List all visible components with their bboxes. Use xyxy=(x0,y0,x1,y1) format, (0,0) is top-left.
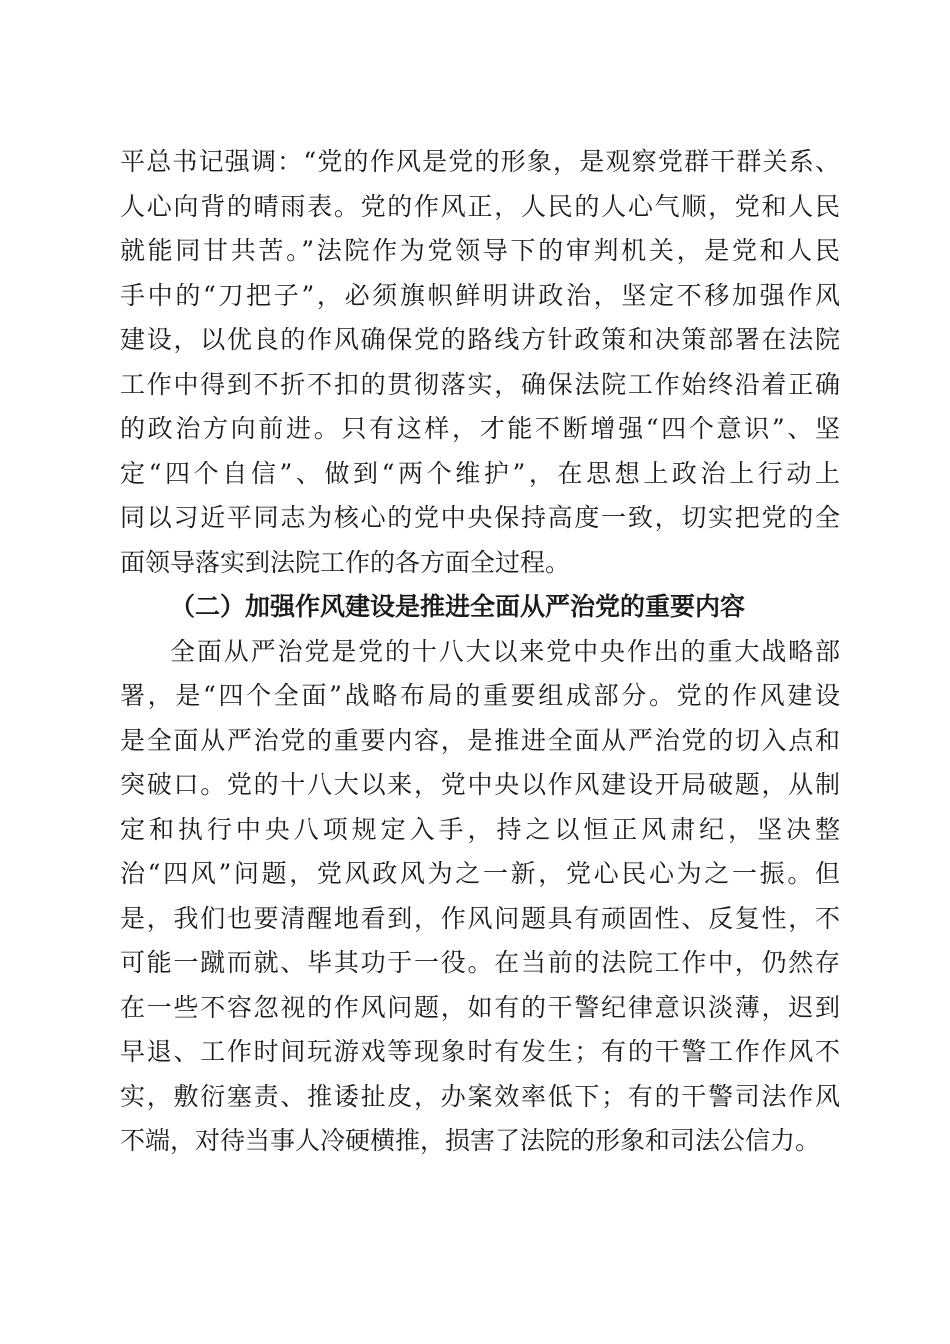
paragraph-2-line: 早退、工作时间玩游戏等现象时有发生；有的干警工作作风不 xyxy=(120,1037,840,1066)
paragraph-2-line: 可能一蹴而就、毕其功于一役。在当前的法院工作中，仍然存 xyxy=(120,948,840,977)
paragraph-2-line: 署，是“四个全面”战略布局的重要组成部分。党的作风建设 xyxy=(120,681,840,710)
paragraph-1-line: 人心向背的晴雨表。党的作风正，人民的人心气顺，党和人民 xyxy=(120,192,840,221)
paragraph-2-line: 是全面从严治党的重要内容，是推进全面从严治党的切入点和 xyxy=(120,726,840,755)
section-heading: （二）加强作风建设是推进全面从严治党的重要内容 xyxy=(170,592,746,621)
paragraph-1-line: 工作中得到不折不扣的贯彻落实，确保法院工作始终沿着正确 xyxy=(120,370,840,399)
paragraph-1-line: 定“四个自信”、做到“两个维护”，在思想上政治上行动上 xyxy=(120,459,840,488)
paragraph-2-line: 实，敷衍塞责、推诿扯皮，办案效率低下；有的干警司法作风 xyxy=(120,1082,840,1111)
paragraph-1-line: 面领导落实到法院工作的各方面全过程。 xyxy=(120,548,571,577)
paragraph-1-line: 同以习近平同志为核心的党中央保持高度一致，切实把党的全 xyxy=(120,503,840,532)
paragraph-2-line: 治“四风”问题，党风政风为之一新，党心民心为之一振。但 xyxy=(120,859,840,888)
paragraph-1-line: 就能同甘共苦。”法院作为党领导下的审判机关，是党和人民 xyxy=(120,236,840,265)
paragraph-1-line: 建设，以优良的作风确保党的路线方针政策和决策部署在法院 xyxy=(120,325,840,354)
paragraph-2-line: 定和执行中央八项规定入手，持之以恒正风肃纪，坚决整 xyxy=(120,815,840,844)
paragraph-1-line: 手中的“刀把子”，必须旗帜鲜明讲政治，坚定不移加强作风 xyxy=(120,281,840,310)
paragraph-2-line: 全面从严治党是党的十八大以来党中央作出的重大战略部 xyxy=(170,637,840,666)
paragraph-1-line: 的政治方向前进。只有这样，才能不断增强“四个意识”、坚 xyxy=(120,414,840,443)
paragraph-1-line: 平总书记强调：“党的作风是党的形象，是观察党群干群关系、 xyxy=(120,147,840,176)
paragraph-2-line: 是，我们也要清醒地看到，作风问题具有顽固性、反复性，不 xyxy=(120,904,840,933)
paragraph-2-line: 在一些不容忽视的作风问题，如有的干警纪律意识淡薄，迟到 xyxy=(120,993,840,1022)
paragraph-2-line: 不端，对待当事人冷硬横推，损害了法院的形象和司法公信力。 xyxy=(120,1126,821,1155)
paragraph-2-line: 突破口。党的十八大以来，党中央以作风建设开局破题，从制 xyxy=(120,770,840,799)
